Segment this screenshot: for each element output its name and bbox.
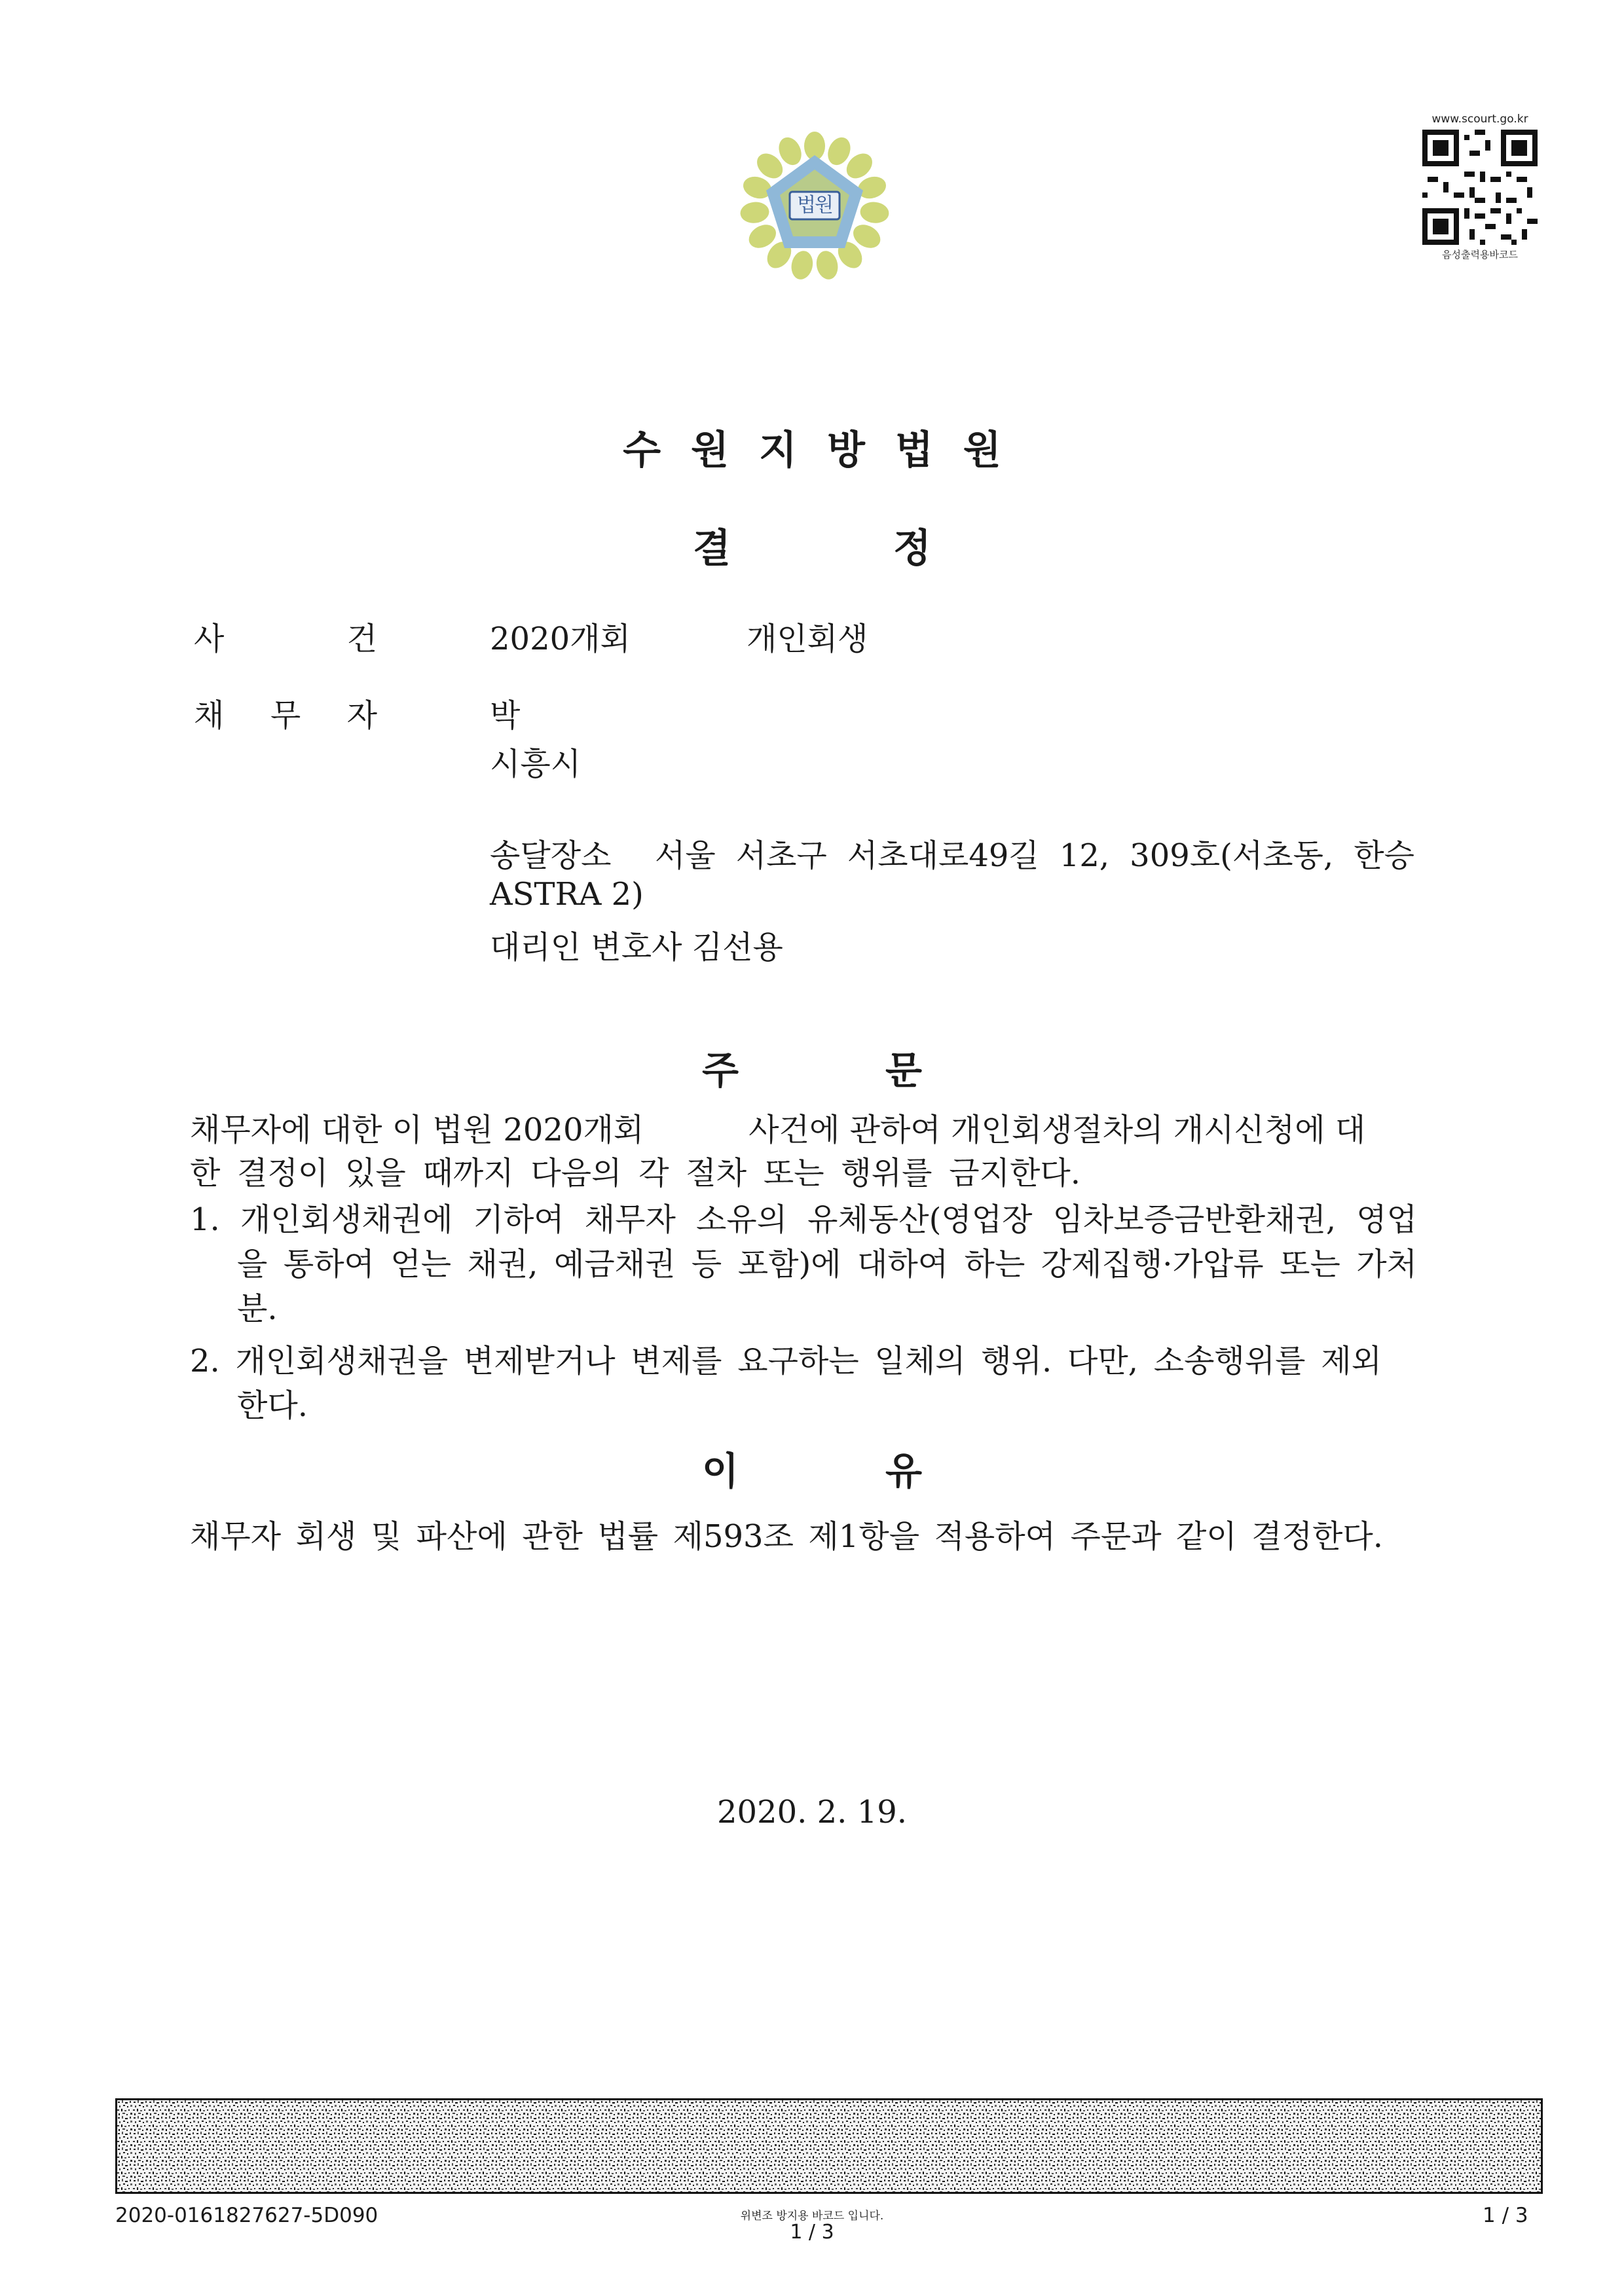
- order-intro-line1: [190, 1108, 1411, 1152]
- order-item2-line1: 2. 개인회생채권을 변제받거나 변제를 요구하는 일체의 행위. 다만, 소송행위를 제외: [190, 1343, 1382, 1379]
- debtor-label: [194, 690, 377, 735]
- seal-text: 법원: [797, 194, 832, 217]
- court-seal-emblem: [739, 130, 891, 280]
- order-item1-line1: 1. 개인회생채권에 기하여 채무자 소유의 유체동산(영업장 임차보증금반환채권, 영업: [190, 1201, 1417, 1238]
- order-item1-line3: 분.: [237, 1290, 278, 1327]
- order-intro-part2: 사건에 관하여 개인회생절차의 개시신청에 대: [748, 1112, 1366, 1148]
- debtor-city: 시흥시: [490, 746, 581, 782]
- page-number-right: 1 / 3: [1483, 2204, 1528, 2227]
- barcode-pattern-icon: [117, 2100, 1543, 2194]
- delivery-address-continued: ASTRA 2): [490, 876, 644, 913]
- voice-barcode-block: [1414, 113, 1545, 261]
- qr-code-icon: [1422, 130, 1538, 245]
- qr-url: www.scourt.go.kr: [1431, 113, 1528, 126]
- document-type: 결정: [693, 526, 1094, 572]
- order-heading: 주문: [701, 1048, 1069, 1093]
- debtor-label-char: 자: [346, 697, 377, 734]
- barcode-notice: 위변조 방지용 바코드 입니다.: [740, 2210, 884, 2223]
- anti-forgery-barcode: [115, 2098, 1543, 2194]
- delivery-label: 송달장소: [490, 837, 612, 874]
- document-id: 2020-0161827627-5D090: [115, 2204, 378, 2227]
- debtor-label-char: 무: [270, 697, 301, 734]
- debtor-name: 박: [490, 697, 521, 734]
- case-type: 개인회생: [747, 621, 868, 657]
- reason-heading: 이유: [701, 1449, 1069, 1493]
- debtor-label-char: 채: [194, 697, 225, 734]
- debtor-agent: 대리인 변호사 김선용: [490, 929, 783, 966]
- order-intro-line2: 한 결정이 있을 때까지 다음의 각 절차 또는 행위를 금지한다.: [190, 1155, 1080, 1192]
- case-label-char: 사: [194, 621, 225, 657]
- court-name: 수원지방법원: [623, 428, 1031, 473]
- qr-caption: 음성출력용바코드: [1442, 249, 1518, 261]
- decision-date: 2020. 2. 19.: [716, 1794, 908, 1831]
- delivery-address: 서울 서초구 서초대로49길 12, 309호(서초동, 한승: [655, 837, 1414, 874]
- page-number-center: 1 / 3: [790, 2221, 834, 2244]
- case-label-char: 건: [346, 621, 377, 657]
- case-label: [194, 613, 377, 659]
- order-intro-part1: 채무자에 대한 이 법원 2020개회: [190, 1112, 644, 1148]
- case-number: 2020개회: [490, 621, 631, 657]
- order-item2-line2: 한다.: [237, 1387, 308, 1424]
- reason-text: 채무자 회생 및 파산에 관한 법률 제593조 제1항을 적용하여 주문과 같이 결정한다.: [190, 1518, 1383, 1555]
- order-item1-line2: 을 통하여 얻는 채권, 예금채권 등 포함)에 대하여 하는 강제집행·가압류 또는 가처: [237, 1246, 1417, 1283]
